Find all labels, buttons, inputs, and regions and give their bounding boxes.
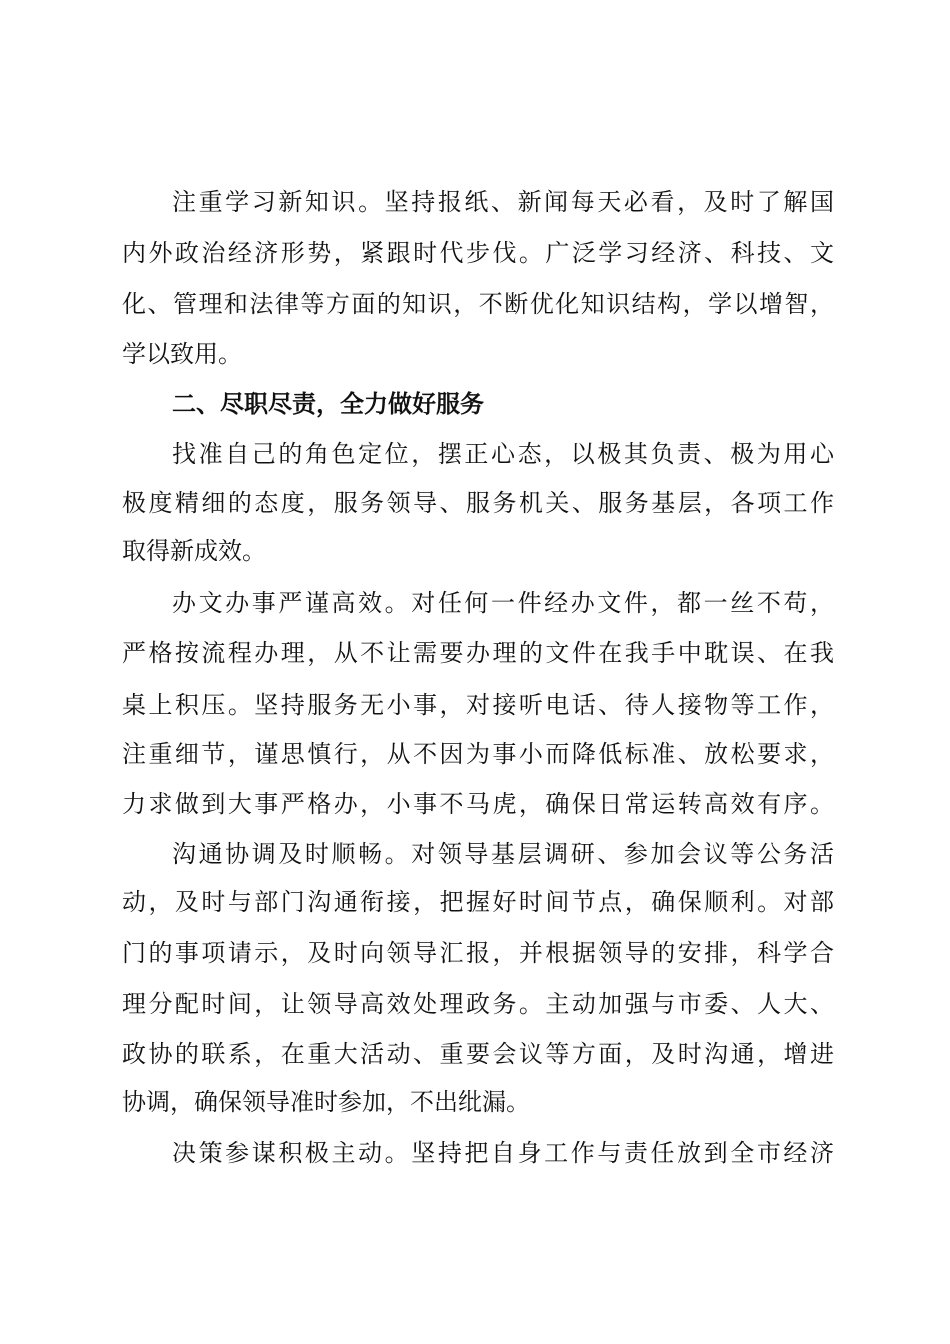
paragraph-line: 内外政治经济形势，紧跟时代步伐。广泛学习经济、科技、文 — [122, 239, 834, 267]
paragraph-line: 决策参谋积极主动。坚持把自身工作与责任放到全市经济 — [172, 1139, 834, 1167]
paragraph-line: 沟通协调及时顺畅。对领导基层调研、参加会议等公务活 — [172, 840, 834, 868]
paragraph-line: 动，及时与部门沟通衔接，把握好时间节点，确保顺利。对部 — [122, 888, 834, 916]
paragraph-line: 门的事项请示，及时向领导汇报，并根据领导的安排，科学合 — [122, 939, 834, 967]
paragraph-line: 化、管理和法律等方面的知识，不断优化知识结构，学以增智， — [122, 290, 834, 318]
paragraph-line: 找准自己的角色定位，摆正心态，以极其负责、极为用心 — [172, 440, 834, 468]
paragraph-line: 取得新成效。 — [122, 537, 266, 565]
section-heading: 二、尽职尽责，全力做好服务 — [172, 390, 484, 418]
paragraph-line: 极度精细的态度，服务领导、服务机关、服务基层，各项工作 — [122, 489, 834, 517]
paragraph-line: 力求做到大事严格办，小事不马虎，确保日常运转高效有序。 — [122, 790, 834, 818]
paragraph-line: 理分配时间，让领导高效处理政务。主动加强与市委、人大、 — [122, 990, 834, 1018]
paragraph-line: 政协的联系，在重大活动、重要会议等方面，及时沟通，增进 — [122, 1040, 834, 1068]
paragraph-line: 严格按流程办理，从不让需要办理的文件在我手中耽误、在我 — [122, 639, 834, 667]
paragraph-line: 协调，确保领导准时参加，不出纰漏。 — [122, 1088, 530, 1116]
paragraph-line: 桌上积压。坚持服务无小事，对接听电话、待人接物等工作， — [122, 691, 834, 719]
paragraph-line: 学以致用。 — [122, 340, 242, 368]
paragraph-line: 注重细节，谨思慎行，从不因为事小而降低标准、放松要求， — [122, 740, 834, 768]
paragraph-line: 办文办事严谨高效。对任何一件经办文件，都一丝不苟， — [172, 589, 834, 617]
paragraph-line: 注重学习新知识。坚持报纸、新闻每天必看，及时了解国 — [172, 188, 834, 216]
